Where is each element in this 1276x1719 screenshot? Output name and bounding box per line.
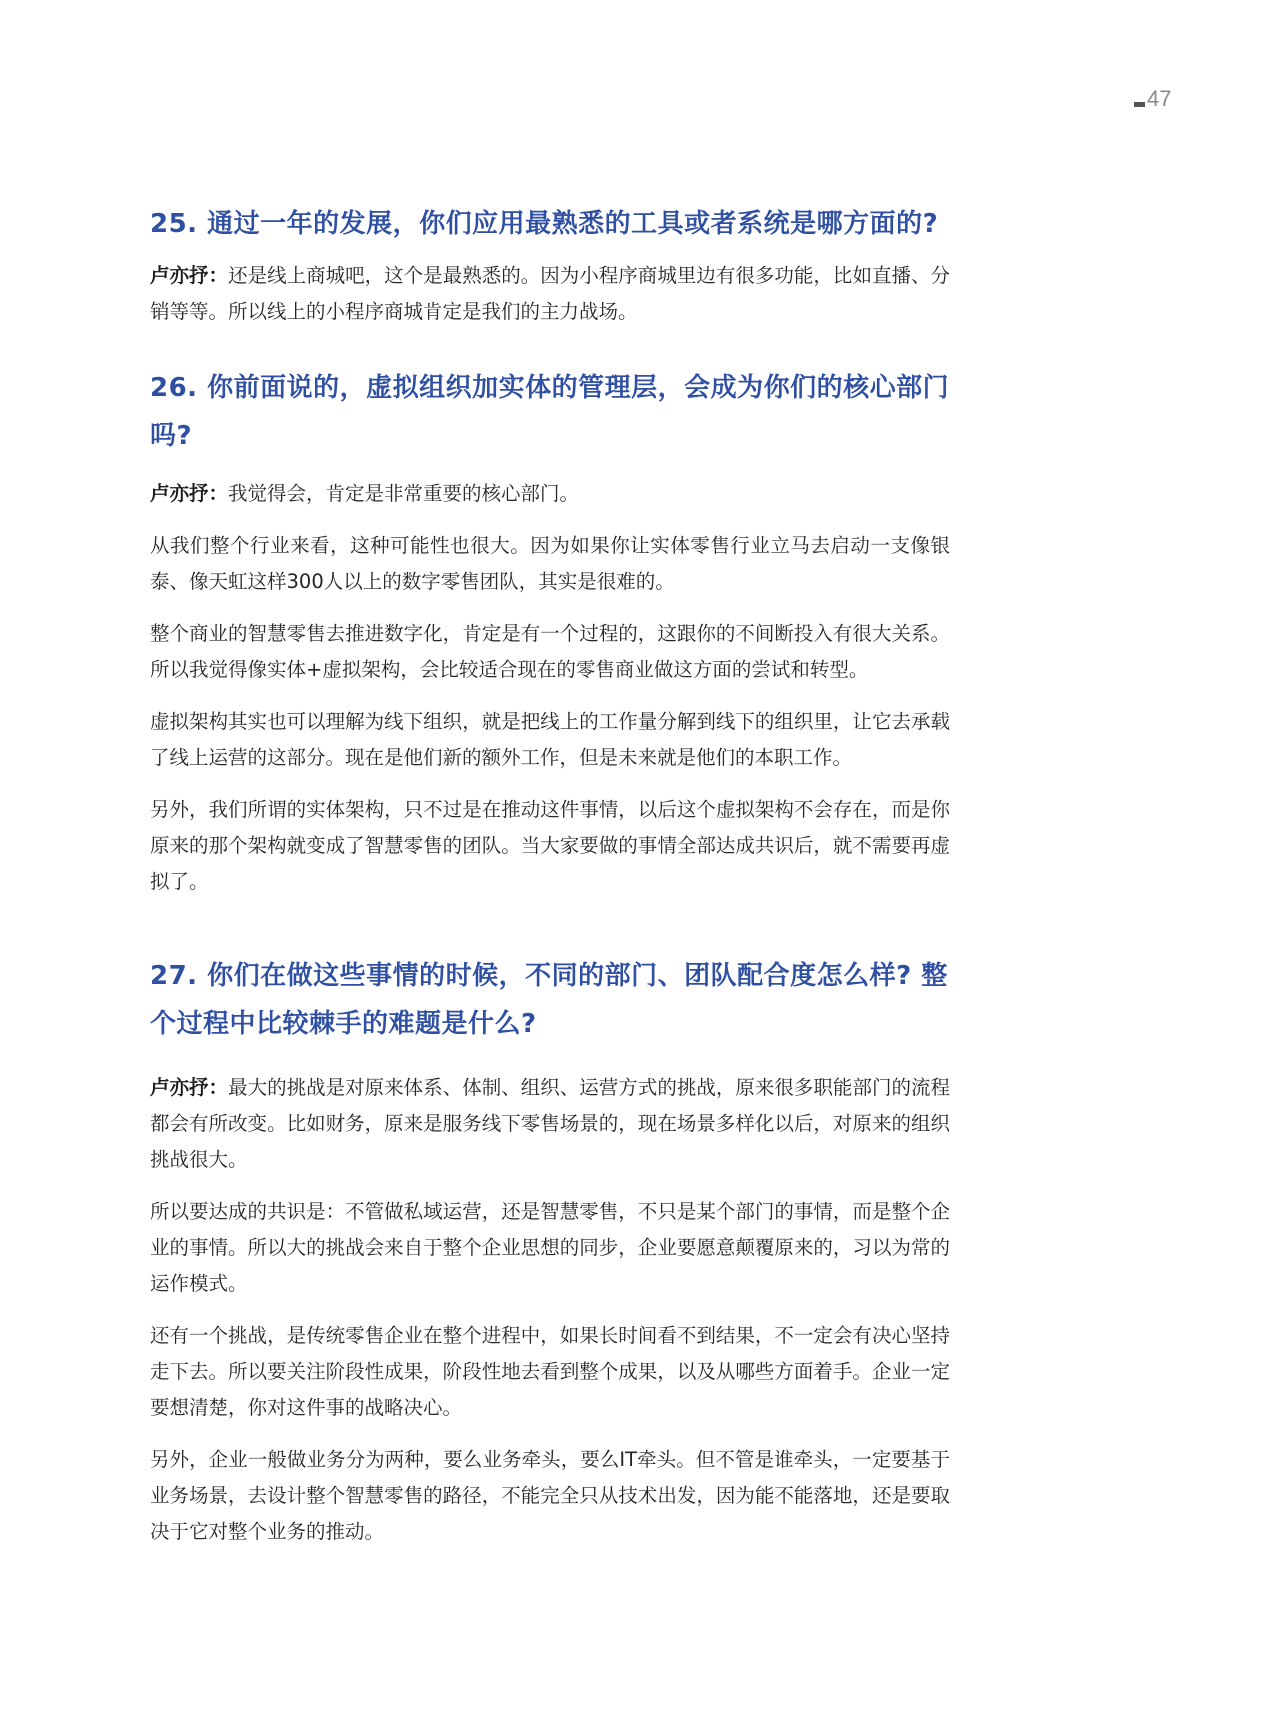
answer-paragraph [150, 528, 950, 600]
answer-paragraph [150, 258, 950, 330]
answer-paragraph [150, 616, 950, 688]
answer-paragraph [150, 1194, 950, 1302]
answer-text: 我觉得会，肯定是非常重要的核心部门。 [228, 482, 580, 505]
speaker-name: 卢亦抒： [150, 264, 229, 287]
answer-text: 从我们整个行业来看，这种可能性也很大。因为如果你让实体零售行业立马去启动一支像银泰、像天虹这样300人以上的数字零售团队，其实是很难的。 [150, 534, 950, 593]
answer-paragraph [150, 792, 950, 900]
answer-text: 另外，我们所谓的实体架构，只不过是在推动这件事情，以后这个虚拟架构不会存在，而是你原来的那个架构就变成了智慧零售的团队。当大家要做的事情全部达成共识后，就不需要再虚拟了。 [150, 798, 950, 893]
answer-text: 还是线上商城吧，这个是最熟悉的。因为小程序商城里边有很多功能，比如直播、分销等等。所以线上的小程序商城肯定是我们的主力战场。 [150, 264, 950, 323]
question-25-section [150, 200, 950, 330]
speaker-name: 卢亦抒： [150, 1076, 229, 1099]
answer-paragraph [150, 704, 950, 776]
answer-text: 最大的挑战是对原来体系、体制、组织、运营方式的挑战，原来很多职能部门的流程都会有所改变。比如财务，原来是服务线下零售场景的，现在场景多样化以后，对原来的组织挑战很大。 [150, 1076, 950, 1171]
answer-text: 整个商业的智慧零售去推进数字化，肯定是有一个过程的，这跟你的不间断投入有很大关系。所以我觉得像实体+虚拟架构，会比较适合现在的零售商业做这方面的尝试和转型。 [150, 622, 950, 681]
page-number-bar [1134, 102, 1145, 107]
answer-text: 所以要达成的共识是：不管做私域运营，还是智慧零售，不只是某个部门的事情，而是整个企业的事情。所以大的挑战会来自于整个企业思想的同步，企业要愿意颠覆原来的，习以为常的运作模式。 [150, 1200, 950, 1295]
answer-text: 还有一个挑战，是传统零售企业在整个进程中，如果长时间看不到结果，不一定会有决心坚持走下去。所以要关注阶段性成果，阶段性地去看到整个成果，以及从哪些方面着手。企业一定要想清楚，你对这件事的战略决心。 [150, 1324, 950, 1419]
question-27-section [150, 952, 950, 1550]
answer-paragraph [150, 1318, 950, 1426]
answer-text: 虚拟架构其实也可以理解为线下组织，就是把线上的工作量分解到线下的组织里，让它去承载了线上运营的这部分。现在是他们新的额外工作，但是未来就是他们的本职工作。 [150, 710, 950, 769]
speaker-name: 卢亦抒： [150, 482, 229, 505]
answer-paragraph [150, 1070, 950, 1178]
question-25-title: 25. 通过一年的发展，你们应用最熟悉的工具或者系统是哪方面的? [150, 209, 939, 239]
answer-paragraph [150, 1442, 950, 1550]
main-content [150, 200, 950, 1550]
question-26-title: 26. 你前面说的，虚拟组织加实体的管理层，会成为你们的核心部门吗? [150, 373, 950, 451]
question-26-section [150, 364, 950, 900]
answer-paragraph [150, 476, 950, 512]
page-number-text: 47 [1147, 86, 1172, 111]
question-27-title: 27. 你们在做这些事情的时候，不同的部门、团队配合度怎么样? 整个过程中比较棘手的难题是什么? [150, 961, 948, 1039]
page-number [1134, 88, 1171, 110]
answer-text: 另外，企业一般做业务分为两种，要么业务牵头，要么IT牵头。但不管是谁牵头，一定要基于业务场景，去设计整个智慧零售的路径，不能完全只从技术出发，因为能不能落地，还是要取决于它对整个业务的推动。 [150, 1448, 950, 1543]
